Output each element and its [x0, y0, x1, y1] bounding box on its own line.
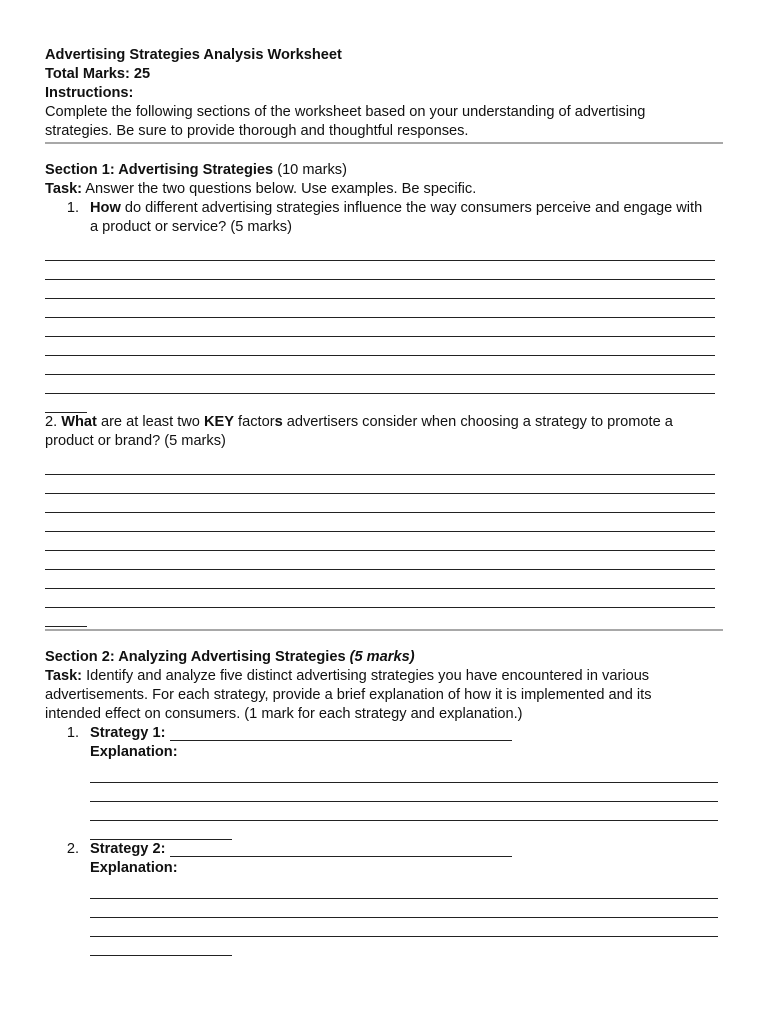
question-2-key-word: KEY: [203, 414, 234, 430]
explanation-line-short[interactable]: [90, 938, 232, 956]
instructions-text-line-2: strategies. Be sure to provide thorough and thoughtful responses.: [45, 123, 469, 139]
task-label: Task:: [45, 181, 83, 197]
answer-line[interactable]: [45, 457, 715, 475]
strategy-1-row: [45, 724, 725, 743]
answer-line[interactable]: [45, 338, 715, 356]
task-text-line-1: Identify and analyze five distinct advertising strategies you have encountered in various: [82, 668, 650, 684]
explanation-line-short[interactable]: [90, 822, 232, 840]
question-1-bold-word: How: [90, 200, 121, 216]
task-text-line-2: advertisements. For each strategy, provide a brief explanation of how it is implemented and its: [45, 687, 652, 703]
answer-line[interactable]: [45, 495, 715, 513]
answer-line[interactable]: [45, 262, 715, 280]
instructions-text-line-1: Complete the following sections of the worksheet based on your understanding of advertising: [45, 104, 646, 120]
explanation-line[interactable]: [90, 881, 718, 899]
question-2-text-c: advertisers consider when choosing a strategy to promote a: [282, 414, 673, 430]
question-1-text: do different advertising strategies influence the way consumers perceive and engage with: [120, 200, 703, 216]
task-text-line-3: intended effect on consumers. (1 mark for each strategy and explanation.): [45, 706, 523, 722]
question-2-text-line-2: product or brand? (5 marks): [45, 433, 226, 449]
explanation-line[interactable]: [90, 919, 718, 937]
total-marks: Total Marks: 25: [45, 66, 151, 82]
instructions-label: Instructions:: [45, 85, 134, 101]
answer-line[interactable]: [45, 281, 715, 299]
answer-line-short[interactable]: [45, 395, 87, 413]
task-label: Task:: [45, 668, 83, 684]
question-2-text-b: factor: [234, 414, 275, 430]
question-1-number: 1.: [66, 200, 79, 216]
strategy-1-label: Strategy 1:: [90, 725, 166, 741]
explanation-line[interactable]: [90, 784, 718, 802]
worksheet-content: [45, 46, 725, 956]
question-2-text-a: are at least two: [96, 414, 204, 430]
strategy-2-explanation-label: Explanation:: [90, 860, 178, 876]
question-1: [45, 199, 725, 218]
answer-line[interactable]: [45, 514, 715, 532]
section-2-heading: [45, 648, 725, 667]
strategy-2-row: [45, 840, 725, 859]
answer-line[interactable]: [45, 533, 715, 551]
worksheet-title: Advertising Strategies Analysis Worksheet: [45, 47, 342, 63]
question-2-answer-area[interactable]: [45, 457, 725, 627]
strategy-1-explanation-label: Explanation:: [90, 744, 178, 760]
section-2-title: Section 2: Analyzing Advertising Strategies: [45, 649, 350, 665]
section-1-heading: [45, 161, 725, 180]
section-2-task: [45, 667, 725, 686]
question-2: [45, 413, 725, 432]
strategy-1-number: 1.: [66, 725, 79, 741]
answer-line[interactable]: [45, 571, 715, 589]
answer-line[interactable]: [45, 590, 715, 608]
question-1-answer-area[interactable]: [45, 243, 725, 413]
strategy-2-input-line[interactable]: [170, 841, 512, 857]
answer-line[interactable]: [45, 376, 715, 394]
question-2-bold-s: s: [274, 414, 283, 430]
answer-line[interactable]: [45, 552, 715, 570]
explanation-line[interactable]: [90, 765, 718, 783]
section-1-marks: (10 marks): [273, 162, 347, 178]
answer-line[interactable]: [45, 319, 715, 337]
strategy-2-number: 2.: [66, 841, 79, 857]
task-text: Answer the two questions below. Use examples. Be specific.: [82, 181, 477, 197]
explanation-line[interactable]: [90, 900, 718, 918]
question-2-number: 2.: [45, 414, 62, 430]
explanation-line[interactable]: [90, 803, 718, 821]
answer-line[interactable]: [45, 300, 715, 318]
strategy-1-explanation-area[interactable]: [45, 765, 725, 840]
strategy-2-explanation-area[interactable]: [45, 881, 725, 956]
question-2-bold-word: What: [61, 414, 97, 430]
answer-line[interactable]: [45, 476, 715, 494]
answer-line[interactable]: [45, 357, 715, 375]
strategy-2-label: Strategy 2:: [90, 841, 166, 857]
section-1-task: [45, 180, 725, 199]
answer-line[interactable]: [45, 243, 715, 261]
section-1-title: Section 1: Advertising Strategies: [45, 162, 274, 178]
question-1-text-line-2: a product or service? (5 marks): [90, 219, 292, 235]
section-2-marks: (5 marks): [349, 649, 415, 665]
strategy-1-input-line[interactable]: [170, 725, 512, 741]
answer-line-short[interactable]: [45, 609, 87, 627]
